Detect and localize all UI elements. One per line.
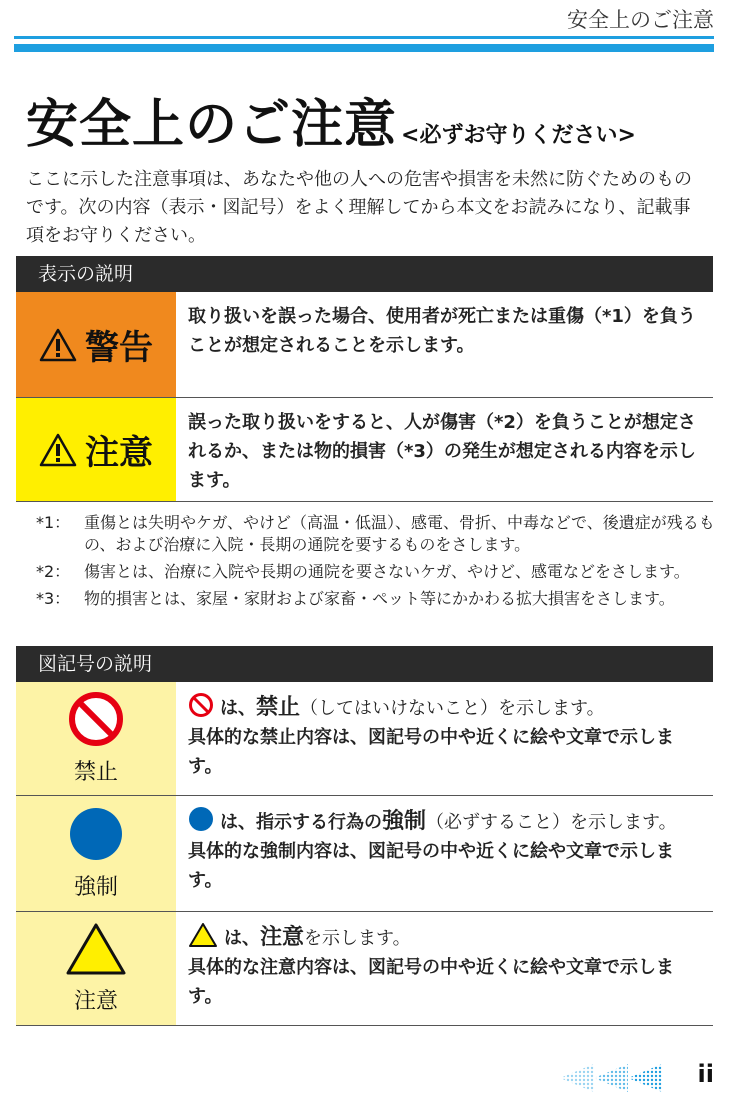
caution-triangle-icon	[39, 433, 77, 467]
prohibit-strong: 禁止	[256, 695, 301, 720]
caution-strong: 注意	[260, 925, 305, 950]
caution-caption: 注意	[73, 989, 118, 1014]
caution-description: 誤った取り扱いをすると、人が傷害（*2）を負うことが想定されるか、または物的損害（*3）の発生が想定される内容を示します。	[188, 412, 696, 491]
running-header: 安全上のご注意	[567, 8, 714, 32]
caution-symbol-row	[16, 912, 713, 1026]
caution-small-icon	[188, 922, 218, 948]
caution-symbol-cell	[16, 912, 176, 1025]
display-section-header: 表示の説明	[16, 256, 713, 292]
mandatory-detail: 具体的な強制内容は、図記号の中や近くに絵や文章で示します。	[188, 841, 674, 891]
prohibit-line	[188, 692, 705, 723]
prohibit-detail: 具体的な禁止内容は、図記号の中や近くに絵や文章で示します。	[188, 727, 674, 777]
footer-arrows-decoration	[558, 1062, 666, 1094]
footnote	[36, 588, 716, 610]
caution-signal	[39, 425, 153, 474]
footnote-text: 傷害とは、治療に入院や長期の通院を要さないケガ、やけど、感電などをさします。	[84, 562, 690, 581]
footnote-mark: *3：	[36, 589, 71, 608]
caution-icon	[65, 922, 127, 976]
caution-line	[188, 922, 705, 953]
caution-post: を示します。	[304, 928, 411, 949]
prohibit-caption: 禁止	[73, 760, 118, 785]
warning-signal	[39, 320, 153, 369]
warning-row	[16, 292, 713, 398]
page-number: ii	[697, 1060, 714, 1088]
mandatory-strong: 強制	[382, 809, 427, 834]
footnote-text: 重傷とは失明やケガ、やけど（高温・低温）、感電、骨折、中毒などで、後遺症が残るもの、および治療に入院・長期の通院を要するものをさします。	[84, 513, 715, 554]
footnote	[36, 512, 716, 556]
page-title	[26, 82, 636, 157]
caution-detail: 具体的な注意内容は、図記号の中や近くに絵や文章で示します。	[188, 957, 674, 1007]
prohibit-symbol-cell	[16, 682, 176, 795]
footnote-mark: *2：	[36, 562, 71, 581]
warning-description: 取り扱いを誤った場合、使用者が死亡または重傷（*1）を負うことが想定されることを示します。	[188, 306, 696, 356]
prohibition-small-icon	[188, 692, 214, 718]
footnote	[36, 561, 716, 583]
mandatory-symbol-cell	[16, 796, 176, 911]
header-rule-thick	[14, 44, 714, 52]
mandatory-pre: は、指示する行為の	[220, 812, 382, 833]
mandatory-icon	[68, 806, 124, 862]
prohibit-description	[188, 692, 705, 781]
warning-triangle-icon	[39, 328, 77, 362]
intro-paragraph: ここに示した注意事項は、あなたや他の人への危害や損害を未然に防ぐためのものです。次の内容（表示・図記号）をよく理解してから本文をお読みになり、記載事項をお守りください。	[26, 169, 692, 246]
mandatory-small-icon	[188, 806, 214, 832]
mandatory-caption: 強制	[73, 875, 118, 900]
warning-label-cell	[16, 292, 176, 397]
prohibit-row	[16, 682, 713, 796]
footnotes	[36, 512, 716, 615]
mandatory-description	[188, 806, 705, 895]
prohibition-icon	[68, 691, 124, 747]
warning-label: 警告	[85, 328, 153, 368]
prohibit-post: （してはいけないこと）を示します。	[300, 698, 605, 719]
footnote-mark: *1：	[36, 513, 71, 532]
mandatory-line	[188, 806, 705, 837]
symbol-section-header: 図記号の説明	[16, 646, 713, 682]
mandatory-row	[16, 796, 713, 912]
footnote-text: 物的損害とは、家屋・家財および家畜・ペット等にかかわる拡大損害をさします。	[84, 589, 675, 608]
mandatory-post: （必ずすること）を示します。	[426, 812, 677, 833]
header-rule-thin	[14, 36, 714, 39]
caution-pre: は、	[224, 928, 260, 949]
title-main: 安全上のご注意	[26, 95, 398, 155]
prohibit-pre: は、	[220, 698, 256, 719]
caution-label-cell	[16, 398, 176, 501]
caution-row	[16, 398, 713, 502]
caution-label: 注意	[85, 433, 153, 473]
caution-symbol-description	[188, 922, 705, 1011]
title-sub: <必ずお守りください>	[401, 123, 636, 148]
